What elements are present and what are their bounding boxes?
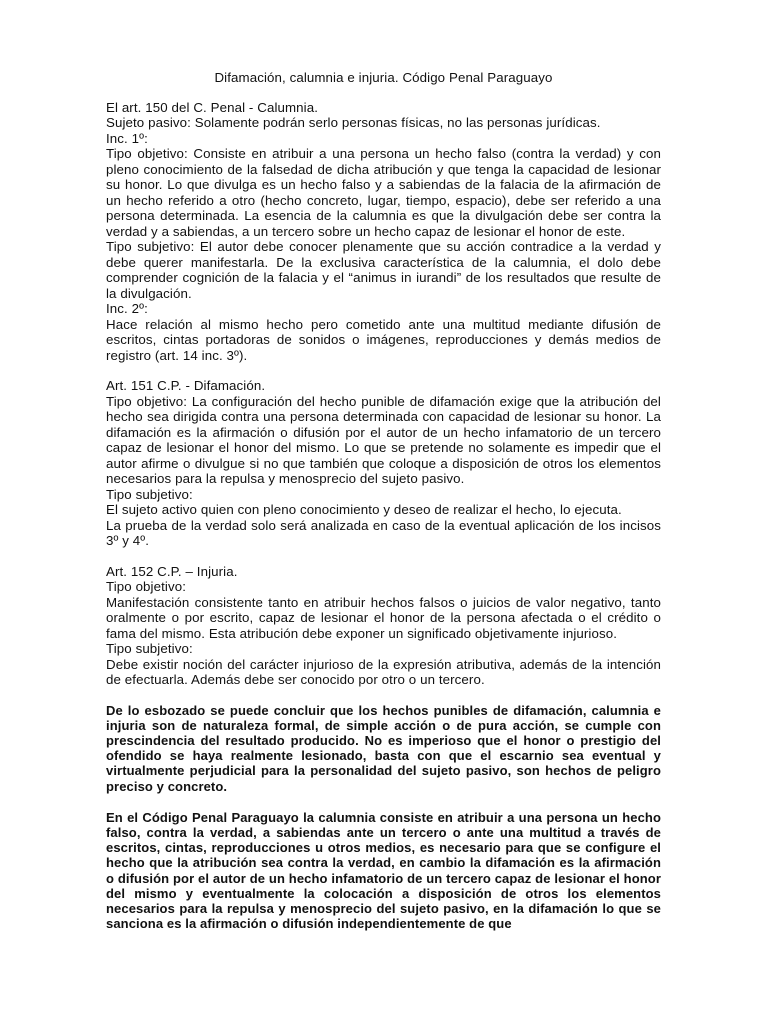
section-difamacion bbox=[106, 378, 661, 549]
article-heading: Art. 152 C.P. – Injuria. bbox=[106, 563, 238, 579]
section-calumnia bbox=[106, 100, 661, 364]
document-page bbox=[106, 70, 661, 947]
text-paragraph: Hace relación al mismo hecho pero cometido ante una multitud mediante difusión de escritos, cintas portadoras de sonidos o imágenes, reproducciones y demás medios de registro (art. 14 inc. 3º). bbox=[106, 316, 661, 363]
conclusion-paragraph: En el Código Penal Paraguayo la calumnia consiste en atribuir a una persona un hecho falso, contra la verdad, a sabiendas ante un tercero o ante una multitud a través de escritos, cintas, reproducciones u otros medios, es necesario para que se configure el hecho que la atribución sea contra la verdad, en cambio la difamación es la afirmación o difusión por el autor de un hecho infamatorio de un tercero capaz de lesionar el honor del mismo y eventualmente la colocación a disposición de otros los elementos necesarios para la repulsa y menosprecio del sujeto pasivo, en la difamación lo que se sanciona es la afirmación o difusión independientemente de que bbox=[106, 809, 661, 932]
text-line: Tipo subjetivo: bbox=[106, 486, 193, 502]
text-paragraph: Debe existir noción del carácter injurioso de la expresión atributiva, además de la intención de efectuarla. Además debe ser conocido por otro o un tercero. bbox=[106, 656, 661, 687]
text-line: Inc. 2º: bbox=[106, 301, 148, 316]
text-line: Inc. 1º: bbox=[106, 130, 148, 146]
article-heading: Art. 151 C.P. - Difamación. bbox=[106, 378, 266, 393]
text-paragraph: Tipo subjetivo: El autor debe conocer plenamente que su acción contradice a la verdad y debe querer manifestarla. De la exclusiva característica de la calumnia, el dolo debe comprender cognición de la falacia y el “animus in iurandi” de los resultados que resulte de la divulgación. bbox=[106, 239, 661, 301]
article-heading: El art. 150 del C. Penal - Calumnia. bbox=[106, 99, 319, 115]
text-paragraph: El sujeto activo quien con pleno conocimiento y deseo de realizar el hecho, lo ejecuta. bbox=[106, 502, 622, 517]
text-paragraph: Tipo objetivo: La configuración del hecho punible de difamación exige que la atribución del hecho sea dirigida contra una persona determinada con capacidad de lesionar su honor. La difamación es la afirmación o difusión por el autor de un hecho infamatorio de un tercero capaz de lesionar el honor del mismo. Lo que se pretende no solamente es impedir que el autor afirme o divulgue si no que también que coloque a disposición de otros los elementos necesarios para la repulsa y menosprecio del sujeto pasivo. bbox=[106, 393, 661, 486]
text-line: Sujeto pasivo: Solamente podrán serlo personas físicas, no las personas jurídicas. bbox=[106, 115, 601, 130]
text-line: Tipo subjetivo: bbox=[106, 641, 193, 656]
conclusion-paragraph: De lo esbozado se puede concluir que los hechos punibles de difamación, calumnia e injuria son de naturaleza formal, de simple acción o de pura acción, se cumple con prescindencia del resultado producido. No es imperioso que el honor o prestigio del ofendido se haya realmente lesionado, basta con que el escarnio sea eventual y virtualmente perjudicial para la personalidad del sujeto pasivo, son hechos de peligro preciso y concreto. bbox=[106, 702, 661, 794]
document-title: Difamación, calumnia e injuria. Código Penal Paraguayo bbox=[214, 70, 553, 85]
text-paragraph: Tipo objetivo: Consiste en atribuir a una persona un hecho falso (contra la verdad) y con pleno conocimiento de la falsedad de dicha atribución y que tenga la capacidad de lesionar su honor. Lo que divulga es un hecho falso y a sabiendas de la falacia de la afirmación de un hecho referido a otro (hecho concreto, lugar, tiempo, espacio), debe ser referido a una persona determinada. La esencia de la calumnia es que la divulgación debe ser contra la verdad y a sabiendas, a un tercero sobre un hecho capaz de lesionar el honor de este. bbox=[106, 146, 661, 239]
text-line: Tipo objetivo: bbox=[106, 579, 186, 594]
text-paragraph: La prueba de la verdad solo será analizada en caso de la eventual aplicación de los incisos 3º y 4º. bbox=[106, 517, 661, 548]
text-paragraph: Manifestación consistente tanto en atribuir hechos falsos o juicios de valor negativo, tanto oralmente o por escrito, capaz de lesionar el honor de la persona afectada o el crédito o fama del mismo. Esta atribución debe exponer un significado objetivamente injurioso. bbox=[106, 594, 661, 641]
section-injuria bbox=[106, 564, 661, 688]
